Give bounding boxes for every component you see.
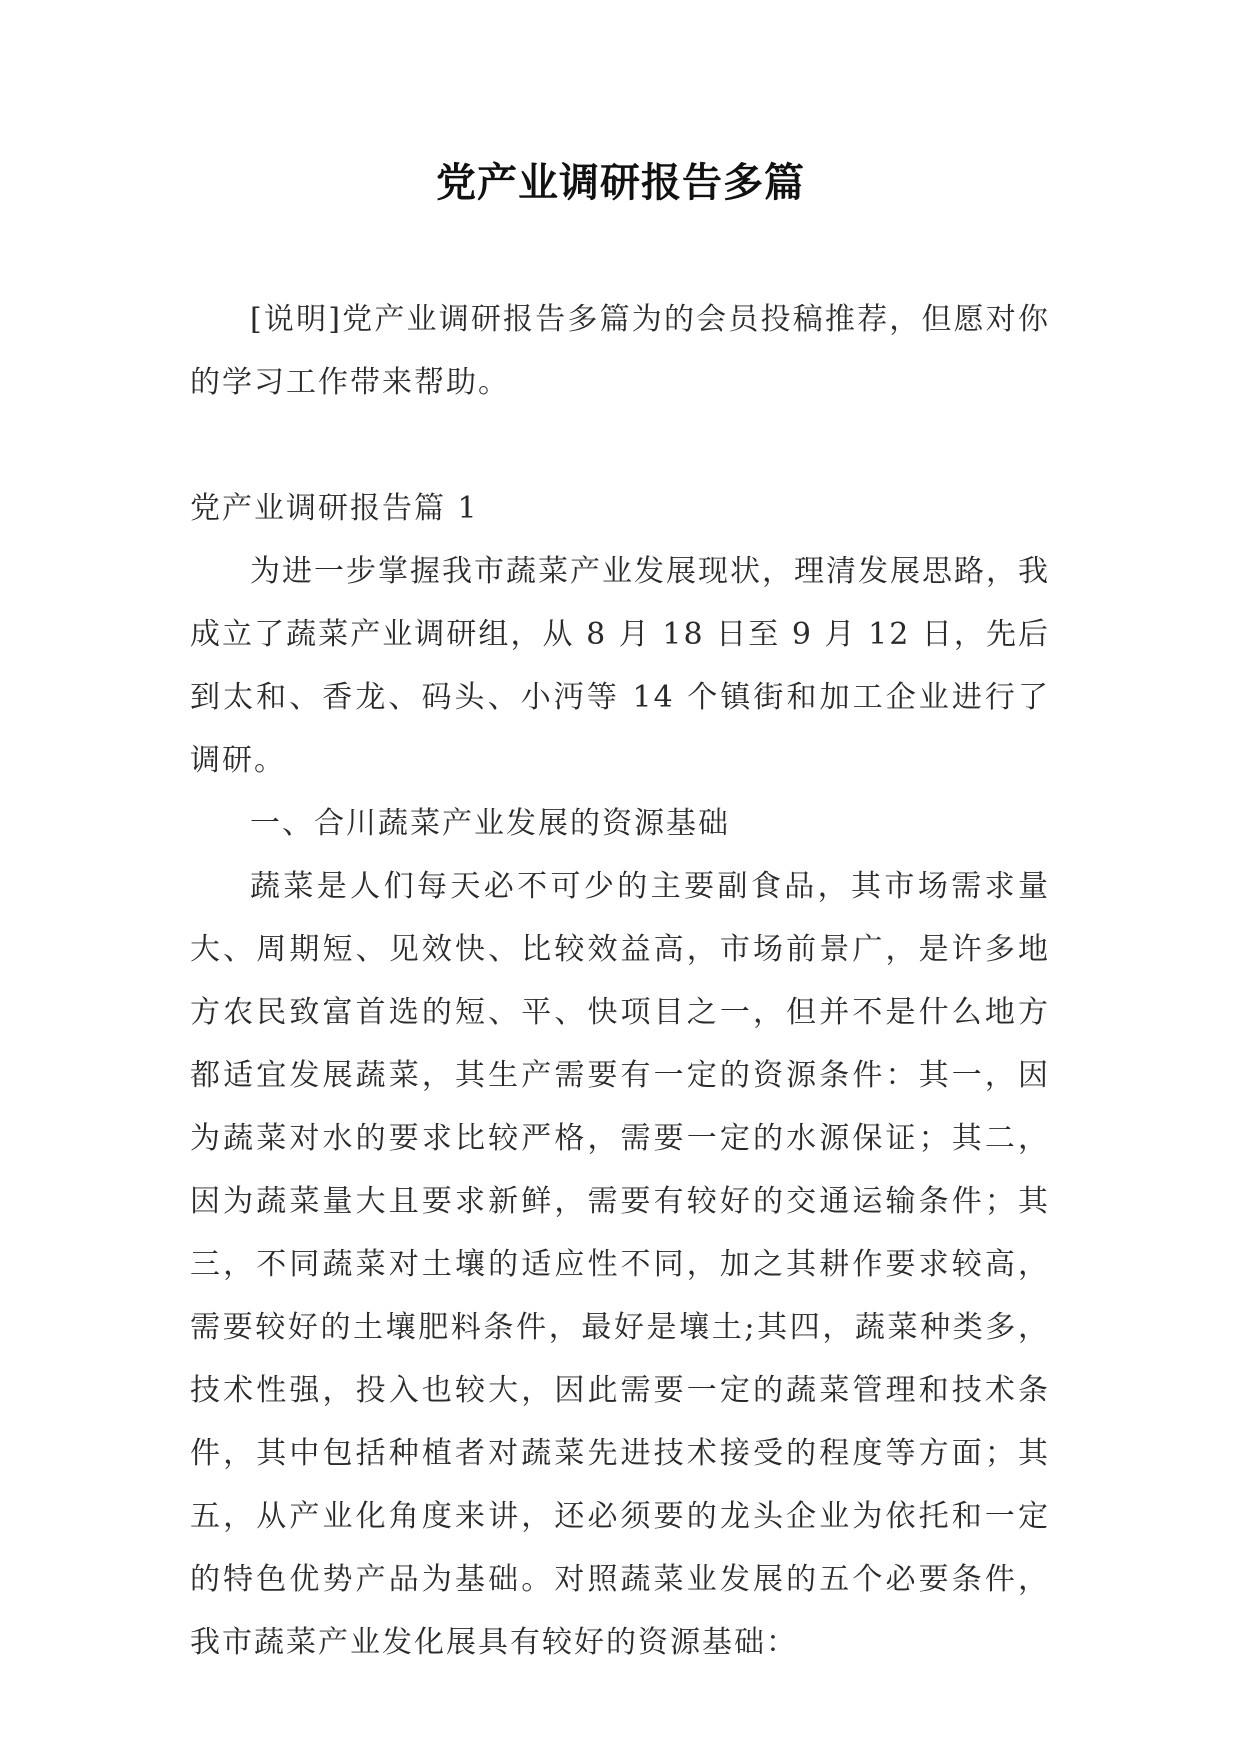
document-body: [190, 288, 1050, 1674]
paragraph-spacer: [190, 414, 1050, 477]
intro-paragraph: [说明]党产业调研报告多篇为的会员投稿推荐，但愿对你的学习工作带来帮助。: [190, 302, 1050, 400]
document-title: 党产业调研报告多篇: [436, 160, 805, 206]
body-paragraph-2: 蔬菜是人们每天必不可少的主要副食品，其市场需求量大、周期短、见效快、比较效益高，市场前景广，是许多地方农民致富首选的短、平、快项目之一，但并不是什么地方都适宜发展蔬菜，其生产需要有一定的资源条件：其一，因为蔬菜对水的要求比较严格，需要一定的水源保证；其二，因为蔬菜量大且要求新鲜，需要有较好的交通运输条件；其三，不同蔬菜对土壤的适应性不同，加之其耕作要求较高，需要较好的土壤肥料条件，最好是壤土;其四，蔬菜种类多，技术性强，投入也较大，因此需要一定的蔬菜管理和技术条件，其中包括种植者对蔬菜先进技术接受的程度等方面；其五，从产业化角度来讲，还必须要的龙头企业为依托和一定的特色优势产品为基础。对照蔬菜业发展的五个必要条件，我市蔬菜产业发化展具有较好的资源基础：: [190, 869, 1050, 1660]
section-heading: 党产业调研报告篇 1: [190, 491, 479, 526]
body-paragraph-1: 为进一步掌握我市蔬菜产业发展现状，理清发展思路，我成立了蔬菜产业调研组，从 8 月 18 日至 9 月 12 日，先后到太和、香龙、码头、小沔等 14 个镇街和加工企业进行了调研。: [190, 554, 1050, 778]
section-subheading: 一、合川蔬菜产业发展的资源基础: [250, 806, 730, 841]
